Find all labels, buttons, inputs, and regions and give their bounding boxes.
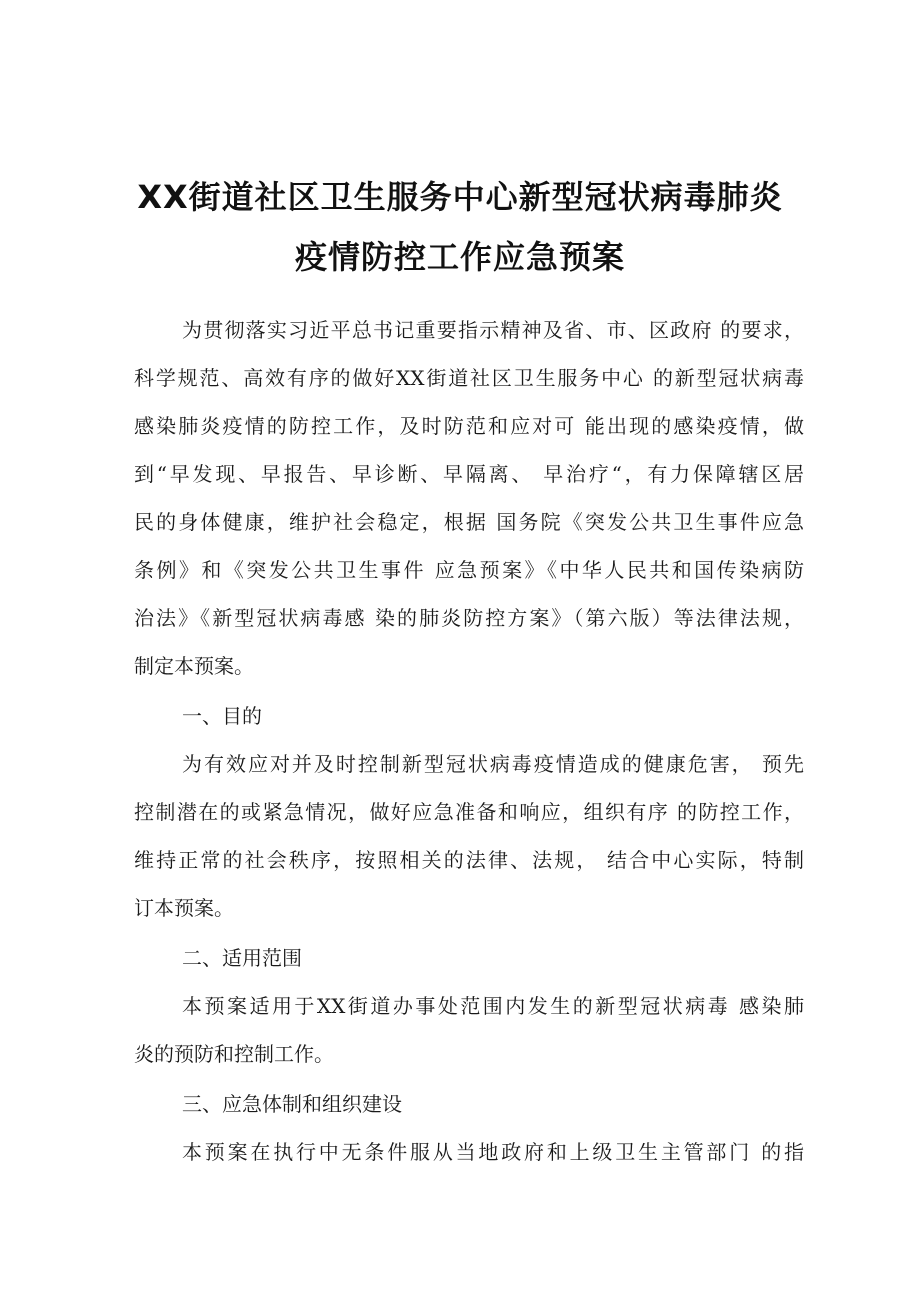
text-line: 民的身体健康，维护社会稳定，根据 国务院《突发公共卫生事件应急 [134, 510, 804, 534]
scope-paragraph [134, 982, 804, 1078]
organization-paragraph [134, 1128, 804, 1176]
purpose-paragraph [134, 740, 804, 932]
text-line: 制定本预案。 [134, 654, 254, 678]
text-line: 控制潜在的或紧急情况，做好应急准备和响应，组织有序 的防控工作， [134, 800, 804, 824]
text-line: 维持正常的社会秩序，按照相关的法律、法规， 结合中心实际，特制 [134, 848, 804, 872]
text-line: 为贯彻落实习近平总书记重要指示精神及省、市、区政府 的要求， [182, 318, 804, 342]
section-heading-organization: 三、应急体制和组织建设 [182, 1092, 402, 1116]
text-line: 炎的预防和控制工作。 [134, 1042, 334, 1066]
text-line: 本预案在执行中无条件服从当地政府和上级卫生主管部门 的指 [182, 1140, 804, 1164]
text-line: 条例》和《突发公共卫生事件 应急预案》《中华人民共和国传染病防 [134, 558, 804, 582]
section-heading-scope: 二、适用范围 [182, 946, 302, 970]
text-line: 治法》《新型冠状病毒感 染的肺炎防控方案》（第六版）等法律法规， [134, 606, 804, 630]
text-line: 订本预案。 [134, 896, 234, 920]
text-line: 本预案适用于XX街道办事处范围内发生的新型冠状病毒 感染肺 [182, 994, 804, 1018]
text-line: 科学规范、高效有序的做好XX街道社区卫生服务中心 的新型冠状病毒 [134, 366, 804, 390]
text-line: 为有效应对并及时控制新型冠状病毒疫情造成的健康危害， 预先 [182, 752, 804, 776]
document-title-line-2: 疫情防控工作应急预案 [294, 238, 625, 276]
section-heading-purpose: 一、目的 [182, 704, 262, 728]
text-line: 感染肺炎疫情的防控工作，及时防范和应对可 能出现的感染疫情，做 [134, 414, 804, 438]
text-line: 到“早发现、早报告、早诊断、早隔离、 早治疗“，有力保障辖区居 [134, 462, 804, 486]
document-title-line-1: XX街道社区卫生服务中心新型冠状病毒肺炎 [137, 178, 783, 216]
document-body [134, 306, 804, 1178]
intro-paragraph [134, 306, 804, 690]
